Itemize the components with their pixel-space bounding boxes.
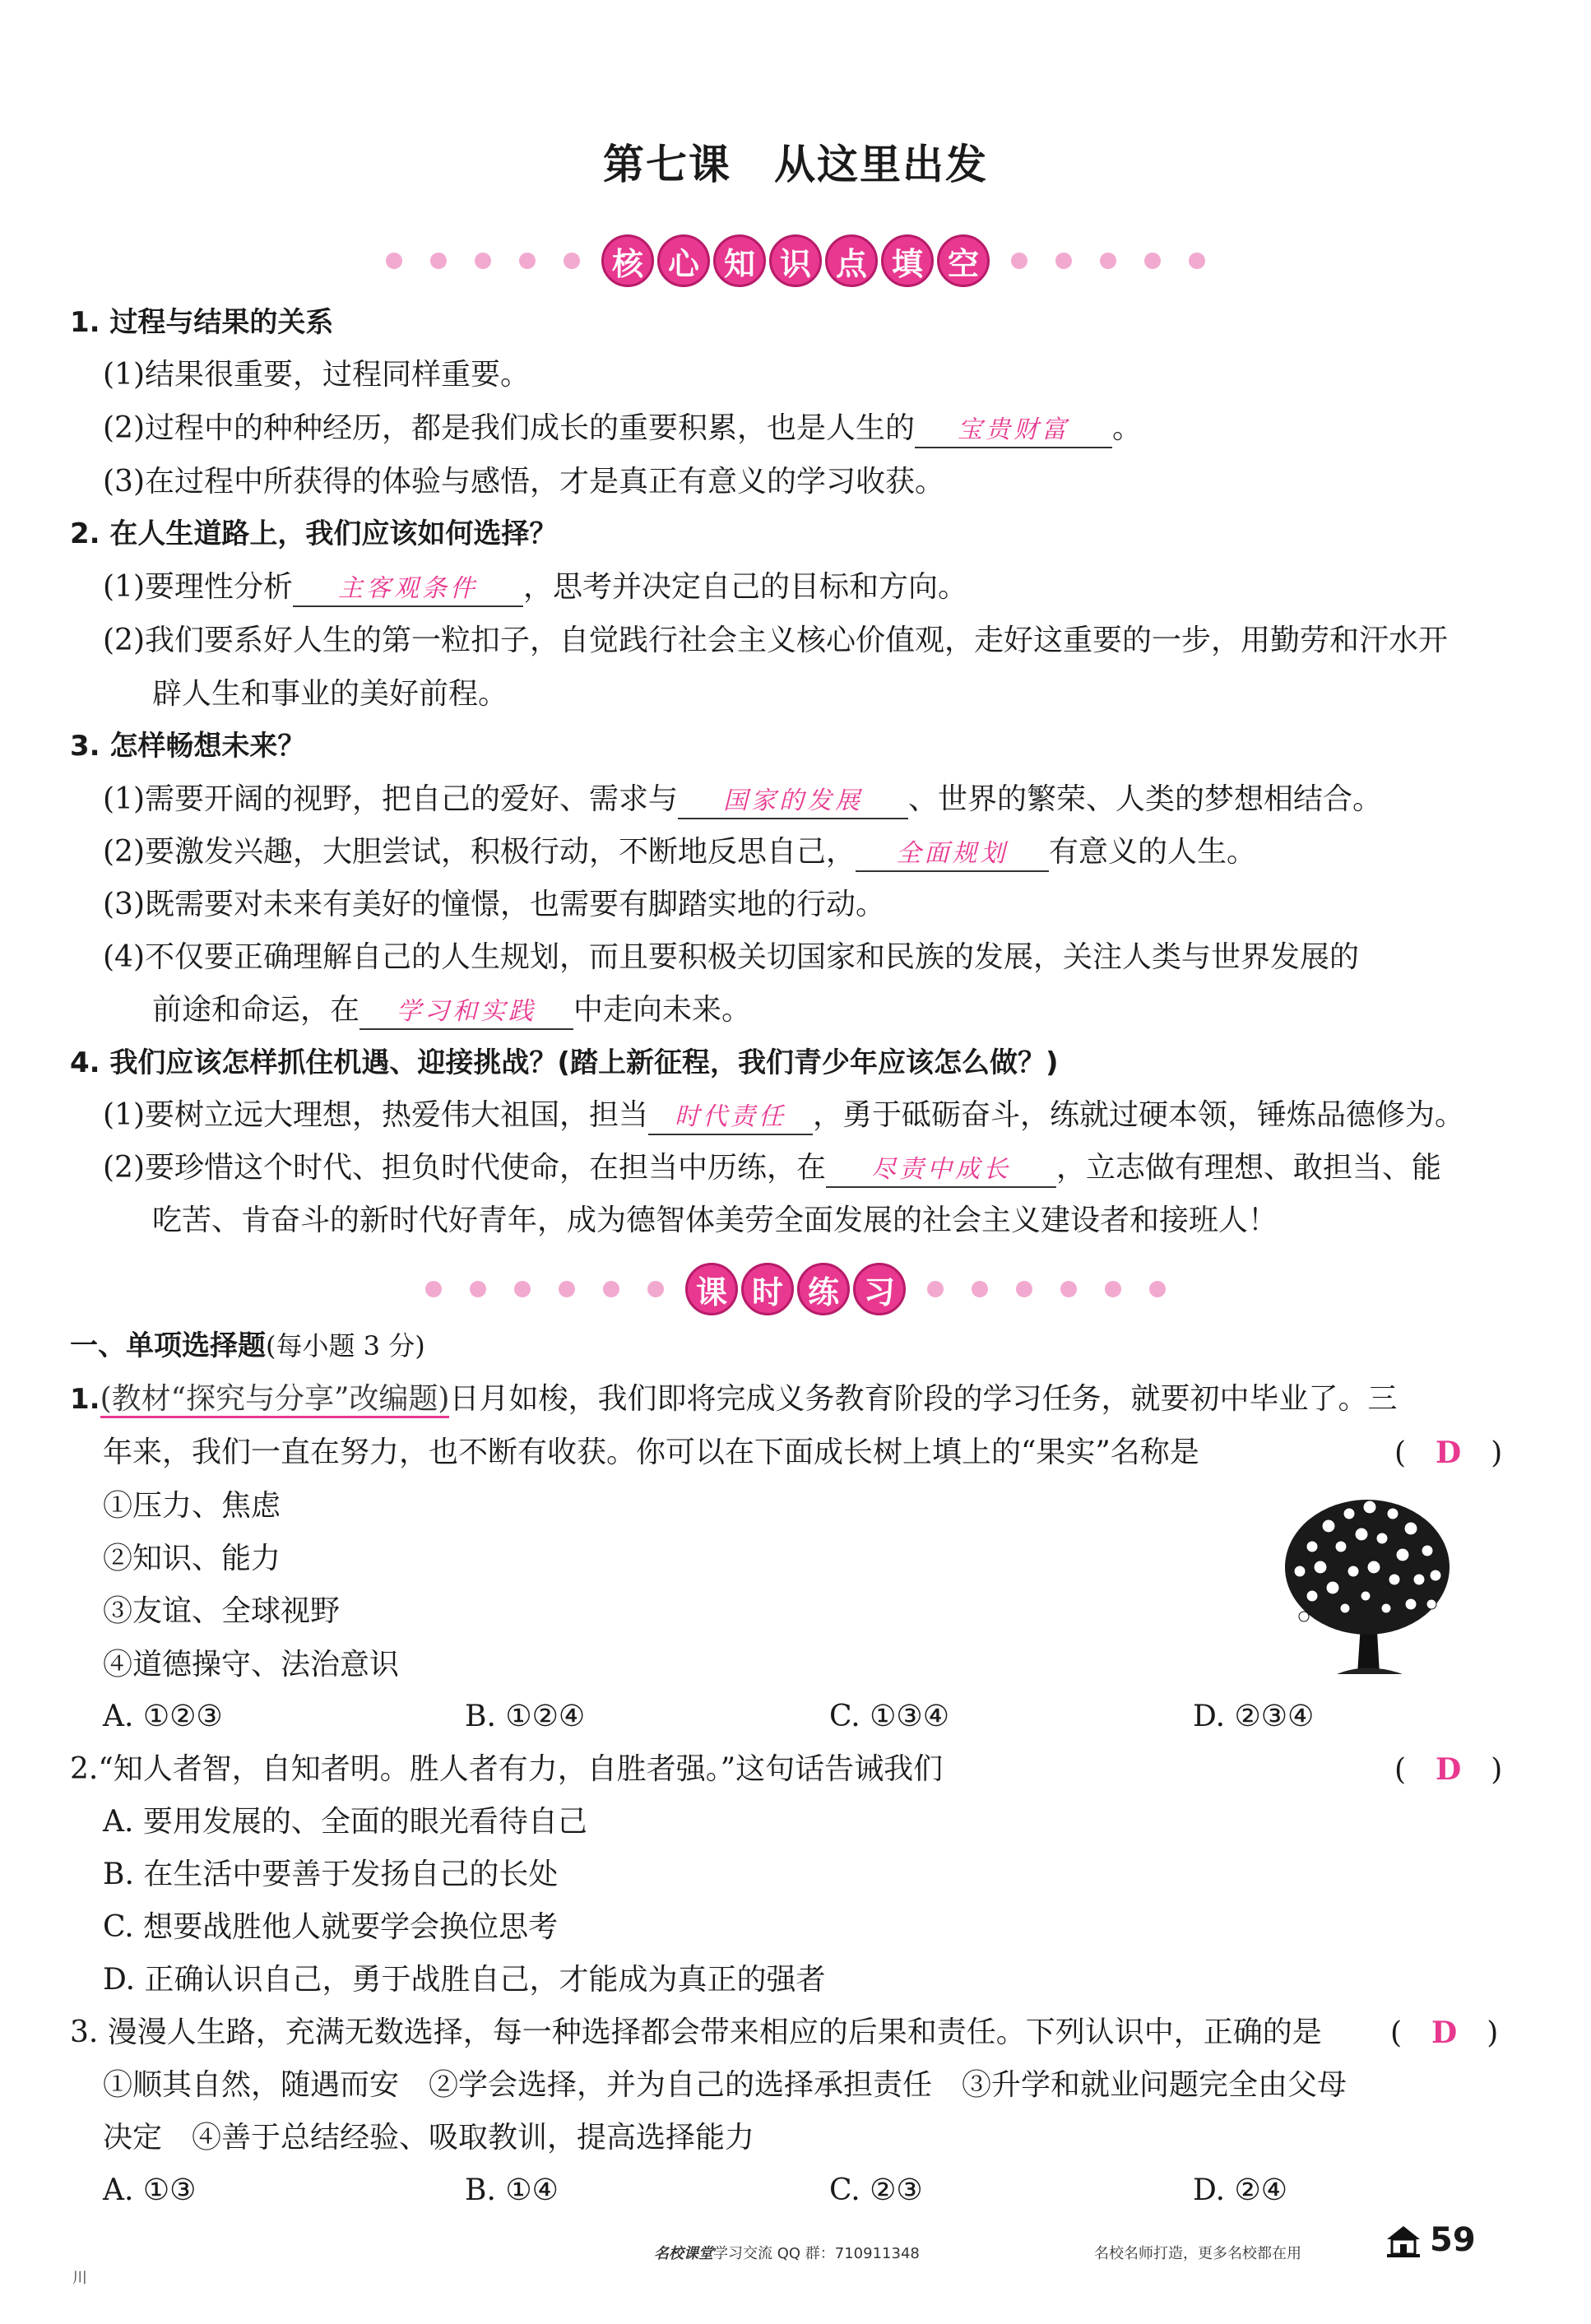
s1-line-1: (1)结果很重要，过程同样重要。 [103,358,530,392]
growth-tree-illustration [1279,1489,1456,1678]
q1-answer: D [1436,1436,1462,1470]
s4-line-1: (1)要树立远大理想，热爱伟大祖国，担当 时代责任 ，勇于砥砺奋斗，练就过硬本领，锤炼品德修为。 [103,1096,1464,1135]
s3-line-1: (1)需要开阔的视野，把自己的爱好、需求与 国家的发展 、世界的繁荣、人类的梦想相结合。 [103,780,1382,819]
banner-char: 填 [881,234,934,287]
q3-option-d: D. ②④ [1193,2173,1288,2207]
q2-stem: 2.“知人者智，自知者明。胜人者有力，自胜者强。”这句话告诫我们 [70,1752,944,1786]
s2-line-2-cont: 辟人生和事业的美好前程。 [152,677,508,711]
q2-answer: D [1436,1752,1462,1787]
s2-line-1: (1)要理性分析 主客观条件 ，思考并决定自己的目标和方向。 [103,568,967,607]
s2-line-2: (2)我们要系好人生的第一粒扣子，自觉践行社会主义核心价值观，走好这重要的一步，用勤劳和汗水开 [103,624,1448,657]
banner-dots-left [425,1281,664,1297]
question-source-tag: (教材“探究与分享”改编题) [100,1382,450,1418]
banner-char: 习 [853,1263,906,1315]
q3-answer-bracket: ( D ) [1390,2016,1499,2050]
q1-option-c: C. ①③④ [829,1700,949,1733]
q3-option-b: B. ①④ [465,2173,559,2207]
q1-item: ④道德操守、法治意识 [103,1648,400,1682]
banner-char: 练 [797,1263,850,1315]
footer-qq-group: 名校课堂学习交流 QQ 群：710911348 [654,2245,920,2262]
banner-char: 点 [825,234,878,287]
banner-dots-right [927,1281,1166,1297]
banner-title [601,234,990,287]
q1-option-a: A. ①②③ [103,1700,223,1733]
q3-option-a: A. ①③ [103,2173,197,2207]
q2-answer-bracket: ( D ) [1394,1752,1503,1787]
lesson-title: 第七课 从这里出发 [603,141,988,188]
section-banner-core-knowledge [0,234,1591,287]
s3-line-4-cont: 前途和命运，在 学习和实践 中走向未来。 [152,990,751,1030]
banner-char: 课 [685,1263,738,1315]
q1-line-1: 1.(教材“探究与分享”改编题)日月如梭，我们即将完成义务教育阶段的学习任务，就要初中毕业了。三 [70,1380,1398,1419]
part-1-heading: 一、单项选择题(每小题 3 分) [70,1329,425,1362]
banner-dots-right [1011,253,1205,269]
q3-answer: D [1431,2016,1458,2050]
footer-region-mark: 川 [72,2270,87,2287]
q2-option-c: C. 想要战胜他人就要学会换位思考 [103,1910,559,1944]
footer-slogan: 名校名师打造，更多名校都在用 [1094,2245,1301,2262]
q1-option-d: D. ②③④ [1193,1700,1315,1733]
q1-answer-bracket: ( D ) [1394,1436,1503,1470]
q3-option-c: C. ②③ [829,2173,923,2207]
banner-char: 知 [713,234,766,287]
banner-title [685,1263,906,1315]
q2-option-a: A. 要用发展的、全面的眼光看待自己 [103,1805,587,1839]
section-2-heading: 2. 在人生道路上，我们应该如何选择？ [70,517,558,550]
s3-line-3: (3)既需要对未来有美好的憧憬，也需要有脚踏实地的行动。 [103,888,885,921]
footer-brand-logo: 名校课堂 [654,2245,713,2262]
q1-option-b: B. ①②④ [465,1700,586,1733]
fill-blank-answer: 宝贵财富 [915,414,1112,448]
s3-line-2: (2)要激发兴趣，大胆尝试，积极行动，不断地反思自己， 全面规划 有意义的人生。 [103,833,1256,872]
fill-blank-answer: 国家的发展 [678,785,908,819]
fill-blank-answer: 尽责中成长 [826,1153,1056,1188]
section-3-heading: 3. 怎样畅想未来？ [70,730,306,763]
page-number: 59 [1430,2221,1476,2259]
s1-line-3: (3)在过程中所获得的体验与感悟，才是真正有意义的学习收获。 [103,465,944,499]
s4-line-2: (2)要珍惜这个时代、担负时代使命，在担当中历练，在 尽责中成长 ，立志做有理想、敢担当、能 [103,1148,1441,1188]
fill-blank-answer: 全面规划 [856,837,1049,872]
q3-items-line-cont: 决定 ④善于总结经验、吸取教训，提高选择能力 [103,2121,755,2155]
q1-item: ②知识、能力 [103,1542,281,1575]
banner-char: 时 [741,1263,794,1315]
banner-char: 空 [937,234,990,287]
q1-line-2: 年来，我们一直在努力，也不断有收获。你可以在下面成长树上填上的“果实”名称是 [103,1436,1199,1469]
banner-char: 心 [657,234,710,287]
fill-blank-answer: 学习和实践 [359,995,573,1030]
q2-option-b: B. 在生活中要善于发扬自己的长处 [103,1858,559,1891]
q2-option-d: D. 正确认识自己，勇于战胜自己，才能成为真正的强者 [103,1963,826,1997]
banner-char: 识 [769,234,822,287]
banner-char: 核 [601,234,654,287]
s3-line-4: (4)不仅要正确理解自己的人生规划，而且要积极关切国家和民族的发展，关注人类与世界发展的 [103,940,1359,974]
banner-dots-left [386,253,580,269]
school-logo-icon [1384,2221,1423,2261]
s4-line-2-cont: 吃苦、肯奋斗的新时代好青年，成为德智体美劳全面发展的社会主义建设者和接班人！ [152,1204,1278,1237]
q3-stem: 3. 漫漫人生路，充满无数选择，每一种选择都会带来相应的后果和责任。下列认识中，正确的是 [70,2016,1322,2049]
fill-blank-answer: 主客观条件 [293,573,523,607]
fill-blank-answer: 时代责任 [648,1101,813,1135]
section-1-heading: 1. 过程与结果的关系 [70,306,334,339]
q3-items-line: ①顺其自然，随遇而安 ②学会选择，并为自己的选择承担责任 ③升学和就业问题完全由父母 [103,2068,1347,2102]
s1-line-2: (2)过程中的种种经历，都是我们成长的重要积累，也是人生的 宝贵财富 。 [103,409,1142,448]
section-banner-practice [0,1263,1591,1315]
q1-item: ①压力、焦虑 [103,1489,281,1523]
section-4-heading: 4. 我们应该怎样抓住机遇、迎接挑战？(踏上新征程，我们青少年应该怎么做？) [70,1046,1059,1079]
q1-item: ③友谊、全球视野 [103,1594,341,1628]
